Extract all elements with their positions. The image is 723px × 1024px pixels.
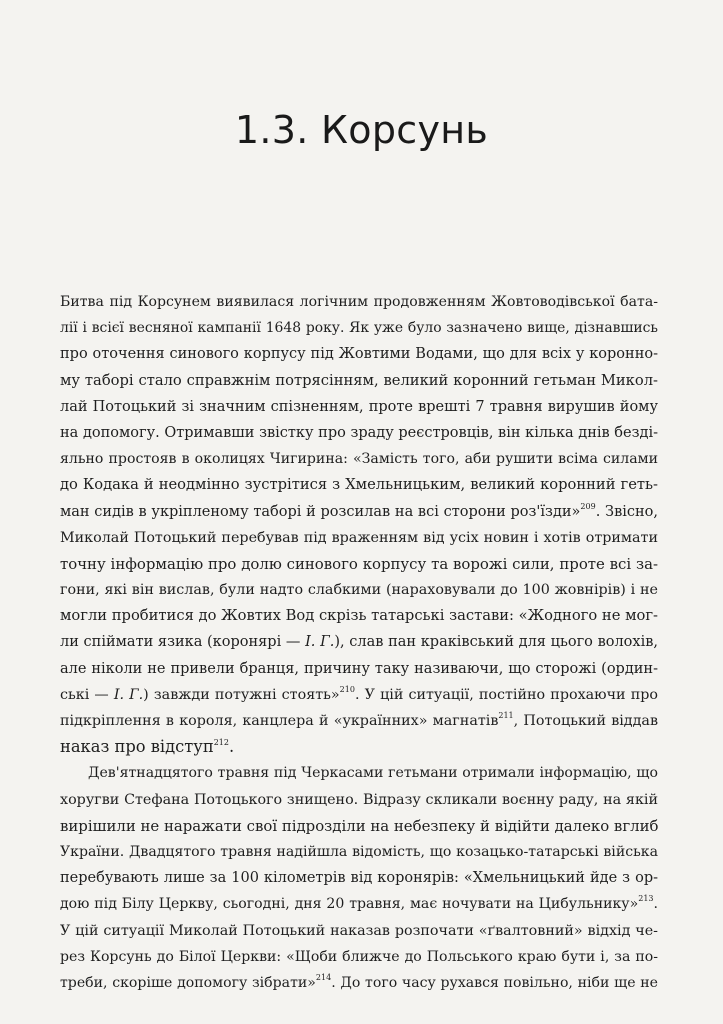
text-line: Битва під Корсунем виявилася логічним продовженням Жовтоводівської бата-: [60, 294, 658, 310]
text-line: У цій ситуації Миколай Потоцький наказав розпочати «ґвалтовний» відхід че-: [60, 922, 658, 939]
text-line: до Кодака й неодмінно зустрітися з Хмельницьким, великий коронний геть-: [60, 476, 658, 494]
text-line: на допомогу. Отримавши звістку про зраду реєстровців, він кілька днів безді-: [60, 424, 658, 441]
text-line: лай Потоцький зі значним спізненням, проте врешті 7 травня вирушив йому: [60, 398, 658, 415]
text-line: дою під Білу Церкву, сьогодні, дня 20 травня, має ночувати на Цибульнику»$^{213}$.: [60, 894, 658, 913]
text-line: але ніколи не привели бранця, причину таку називаючи, що сторожі (ордин-: [60, 660, 658, 677]
text-line: могли пробитися до Жовтих Вод скрізь татарські застави: «Жодного не мог-: [60, 607, 658, 625]
text-line: про оточення синового корпусу під Жовтими Водами, що для всіх у коронно-: [60, 346, 658, 363]
body-text: [60, 289, 658, 996]
text-line: яльно простояв в околицях Чигирина: «Замість того, аби рушити всіма силами: [60, 451, 658, 468]
text-line: лії і всієї весняної кампанії 1648 року. Як уже було зазначено вище, дізнавшись: [60, 320, 658, 337]
chapter-title: 1.3. Корсунь: [234, 108, 489, 152]
text-line: гони, які він вислав, були надто слабкими (нараховували до 100 жовнірів) і не: [60, 582, 658, 599]
footnote-ref: 212: [213, 738, 229, 748]
text-line: Дев'ятнадцятого травня під Черкасами гетьмани отримали інформацію, що: [88, 765, 658, 782]
author-initials: I. Г.: [305, 634, 335, 651]
text-line: Миколай Потоцький перебував під враженням від усіх новин і хотів отримати: [60, 529, 658, 546]
text-line: наказ про відступ$^{212}$.: [60, 737, 235, 757]
text-line: рез Корсунь до Білої Церкви: «Щоби ближче до Польського краю бути і, за по-: [60, 948, 658, 965]
author-initials: I. Г.: [113, 686, 144, 703]
text-line: му таборі стало справжнім потрясінням, великий коронний гетьман Микол-: [60, 371, 658, 389]
text-line: ман сидів в укріпленому таборі й розсилав на всі сторони роз'їзди»$^{209}$. Звісно,: [60, 501, 658, 520]
footnote-ref: 214: [315, 972, 332, 982]
text-line: точну інформацію про долю синового корпусу та ворожі сили, проте всі за-: [60, 554, 658, 573]
footnote-ref: 210: [339, 684, 355, 694]
footnote-ref: 209: [580, 501, 596, 511]
text-line: ські — I. Г.) завжди потужні стоять»$^{210}$. У цій ситуації, постійно прохаючи про: [60, 684, 658, 703]
text-line: України. Двадцятого травня надійшла відомість, що козацько-татарські війська: [60, 843, 658, 860]
text-line: ли спіймати язика (коронярі — I. Г.), слав пан краківський для цього волохів,: [60, 634, 658, 651]
text-line: перебувають лише за 100 кілометрів від коронярів: «Хмельницький йде з ор-: [60, 870, 658, 887]
text-line: підкріплення в короля, канцлера й «українних» магнатів$^{211}$, Потоцький віддав: [60, 711, 658, 729]
text-line: вирішили не наражати свої підрозділи на небезпеку й відійти далеко вглиб: [60, 816, 659, 835]
footnote-ref: 211: [498, 711, 514, 720]
footnote-ref: 213: [638, 894, 654, 904]
text-line: треби, скоріше допомогу зібрати»$^{214}$. До того часу рухався повільно, ніби ще не: [60, 972, 659, 991]
text-line: хоругви Стефана Потоцького знищено. Відразу скликали воєнну раду, на якій: [60, 791, 658, 808]
